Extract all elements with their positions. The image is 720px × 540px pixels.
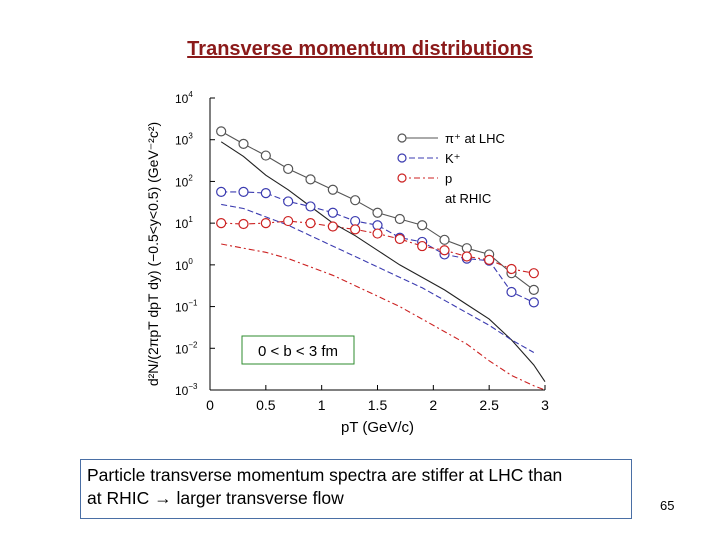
y-tick-label: $10^4$ xyxy=(175,90,193,106)
data-point xyxy=(217,187,226,196)
data-point xyxy=(418,221,427,230)
y-axis-title: d²N/(2πpT dpT dy) (−0.5<y<0.5) (GeV⁻²c²) xyxy=(145,121,161,387)
y-tick-label: $10^{-2}$ xyxy=(175,340,198,357)
y-tick-label: $10^{-3}$ xyxy=(175,382,198,398)
data-point xyxy=(462,252,471,261)
y-tick-label: $10^0$ xyxy=(175,256,193,273)
data-point xyxy=(507,287,516,296)
legend-label: K⁺ xyxy=(445,151,461,166)
data-point xyxy=(485,255,494,264)
legend-extra-label: at RHIC xyxy=(445,191,492,206)
data-point xyxy=(284,217,293,226)
data-point xyxy=(306,202,315,211)
data-point xyxy=(239,139,248,148)
x-tick-label: 0 xyxy=(206,397,214,413)
data-point xyxy=(239,219,248,228)
data-point xyxy=(306,175,315,184)
data-point xyxy=(217,127,226,136)
data-point xyxy=(351,225,360,234)
caption-line-1: Particle transverse momentum spectra are stiffer at LHC than xyxy=(87,465,563,485)
data-point xyxy=(440,235,449,244)
spectra-chart xyxy=(135,88,565,438)
data-point xyxy=(328,208,337,217)
data-point xyxy=(373,208,382,217)
impact-parameter-annotation xyxy=(242,336,354,364)
legend-label: π⁺ at LHC xyxy=(445,131,505,146)
x-tick-label: 0.5 xyxy=(256,397,276,413)
data-point xyxy=(351,196,360,205)
data-point xyxy=(261,189,270,198)
data-point xyxy=(529,298,538,307)
slide-title: Transverse momentum distributions xyxy=(187,38,533,60)
data-point xyxy=(507,265,516,274)
x-axis-ticks xyxy=(206,385,549,413)
data-point xyxy=(284,164,293,173)
data-point xyxy=(373,229,382,238)
x-tick-label: 3 xyxy=(541,397,549,413)
data-point xyxy=(529,285,538,294)
data-point xyxy=(239,187,248,196)
page-number: 65 xyxy=(660,498,675,513)
data-point xyxy=(440,246,449,255)
y-tick-label: $10^2$ xyxy=(175,173,193,190)
data-point xyxy=(328,185,337,194)
series-line-5 xyxy=(221,244,545,390)
y-tick-label: $10^{-1}$ xyxy=(175,298,198,315)
y-axis-label xyxy=(145,122,161,386)
x-tick-label: 2.5 xyxy=(479,397,499,413)
y-tick-label: $10^3$ xyxy=(175,131,193,148)
data-point xyxy=(306,219,315,228)
x-tick-label: 2 xyxy=(429,397,438,413)
x-tick-label: 1 xyxy=(317,397,326,413)
data-point xyxy=(351,217,360,226)
data-point xyxy=(284,197,293,206)
y-axis-ticks xyxy=(175,90,215,398)
data-point xyxy=(395,214,404,223)
data-point xyxy=(261,151,270,160)
legend-marker xyxy=(398,134,406,142)
x-tick-label: 1.5 xyxy=(367,397,388,413)
data-point xyxy=(217,219,226,228)
legend-marker xyxy=(398,154,406,162)
caption-box xyxy=(80,459,632,519)
x-axis-title: pT (GeV/c) xyxy=(340,419,415,436)
x-axis-label xyxy=(341,419,414,436)
legend-label: p xyxy=(445,171,453,186)
data-point xyxy=(418,242,427,251)
y-tick-label: $10^1$ xyxy=(175,215,193,232)
data-point xyxy=(462,244,471,253)
annotation-text: 0 < b < 3 fm xyxy=(257,343,339,360)
chart-legend xyxy=(398,131,505,206)
data-point xyxy=(373,221,382,230)
data-point xyxy=(328,222,337,231)
caption-line-2: at RHIC → larger transverse flow xyxy=(87,488,344,508)
data-point xyxy=(529,269,538,278)
legend-marker xyxy=(398,174,406,182)
data-point xyxy=(261,219,270,228)
data-point xyxy=(395,234,404,243)
